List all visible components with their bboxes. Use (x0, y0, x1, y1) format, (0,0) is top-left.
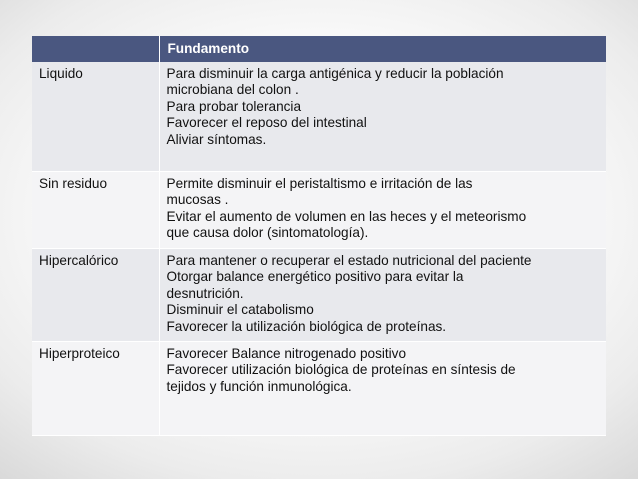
diet-table (32, 36, 606, 436)
header-diet-type (32, 36, 159, 62)
fundamento-line: Disminuir el catabolismo (166, 302, 314, 318)
diet-name-cell: Hiperproteico (32, 342, 159, 436)
fundamento-line: Favorecer la utilización biológica de proteínas. (166, 318, 447, 334)
table-row (32, 249, 606, 342)
fundamento-line: Favorecer utilización biológica de proteínas en síntesis de (166, 362, 516, 378)
fundamento-line: Para probar tolerancia (166, 98, 302, 114)
header-fundamento: Fundamento (159, 36, 606, 62)
fundamento-line: Otorgar balance energético positivo para evitar la (166, 269, 464, 285)
fundamento-line: Favorecer Balance nitrogenado positivo (166, 346, 407, 362)
fundamento-line: Para disminuir la carga antigénica y reducir la población (166, 66, 504, 81)
fundamento-cell (159, 342, 606, 436)
fundamento-line: desnutrición. (166, 285, 244, 301)
fundamento-line: Para mantener o recuperar el estado nutricional del paciente (166, 253, 532, 268)
fundamento-line: Evitar el aumento de volumen en las heces y el meteorismo (166, 208, 527, 224)
table-row (32, 62, 606, 172)
fundamento-cell (159, 249, 606, 342)
table-row (32, 172, 606, 249)
diet-name-cell: Sin residuo (32, 172, 159, 249)
fundamento-line: mucosas . (166, 192, 229, 208)
fundamento-line: tejidos y función inmunológica. (166, 378, 352, 394)
fundamento-line: microbiana del colon . (166, 82, 299, 98)
table-row (32, 342, 606, 436)
fundamento-line: Favorecer el reposo del intestinal (166, 115, 367, 131)
fundamento-cell (159, 62, 606, 172)
fundamento-line: Aliviar síntomas. (166, 131, 267, 147)
diet-name-cell: Hipercalórico (32, 249, 159, 342)
table-header-row (32, 36, 606, 62)
diet-name-cell: Liquido (32, 62, 159, 172)
fundamento-cell (159, 172, 606, 249)
fundamento-line: Permite disminuir el peristaltismo e irritación de las (166, 176, 473, 191)
fundamento-line: que causa dolor (sintomatología). (166, 225, 369, 241)
